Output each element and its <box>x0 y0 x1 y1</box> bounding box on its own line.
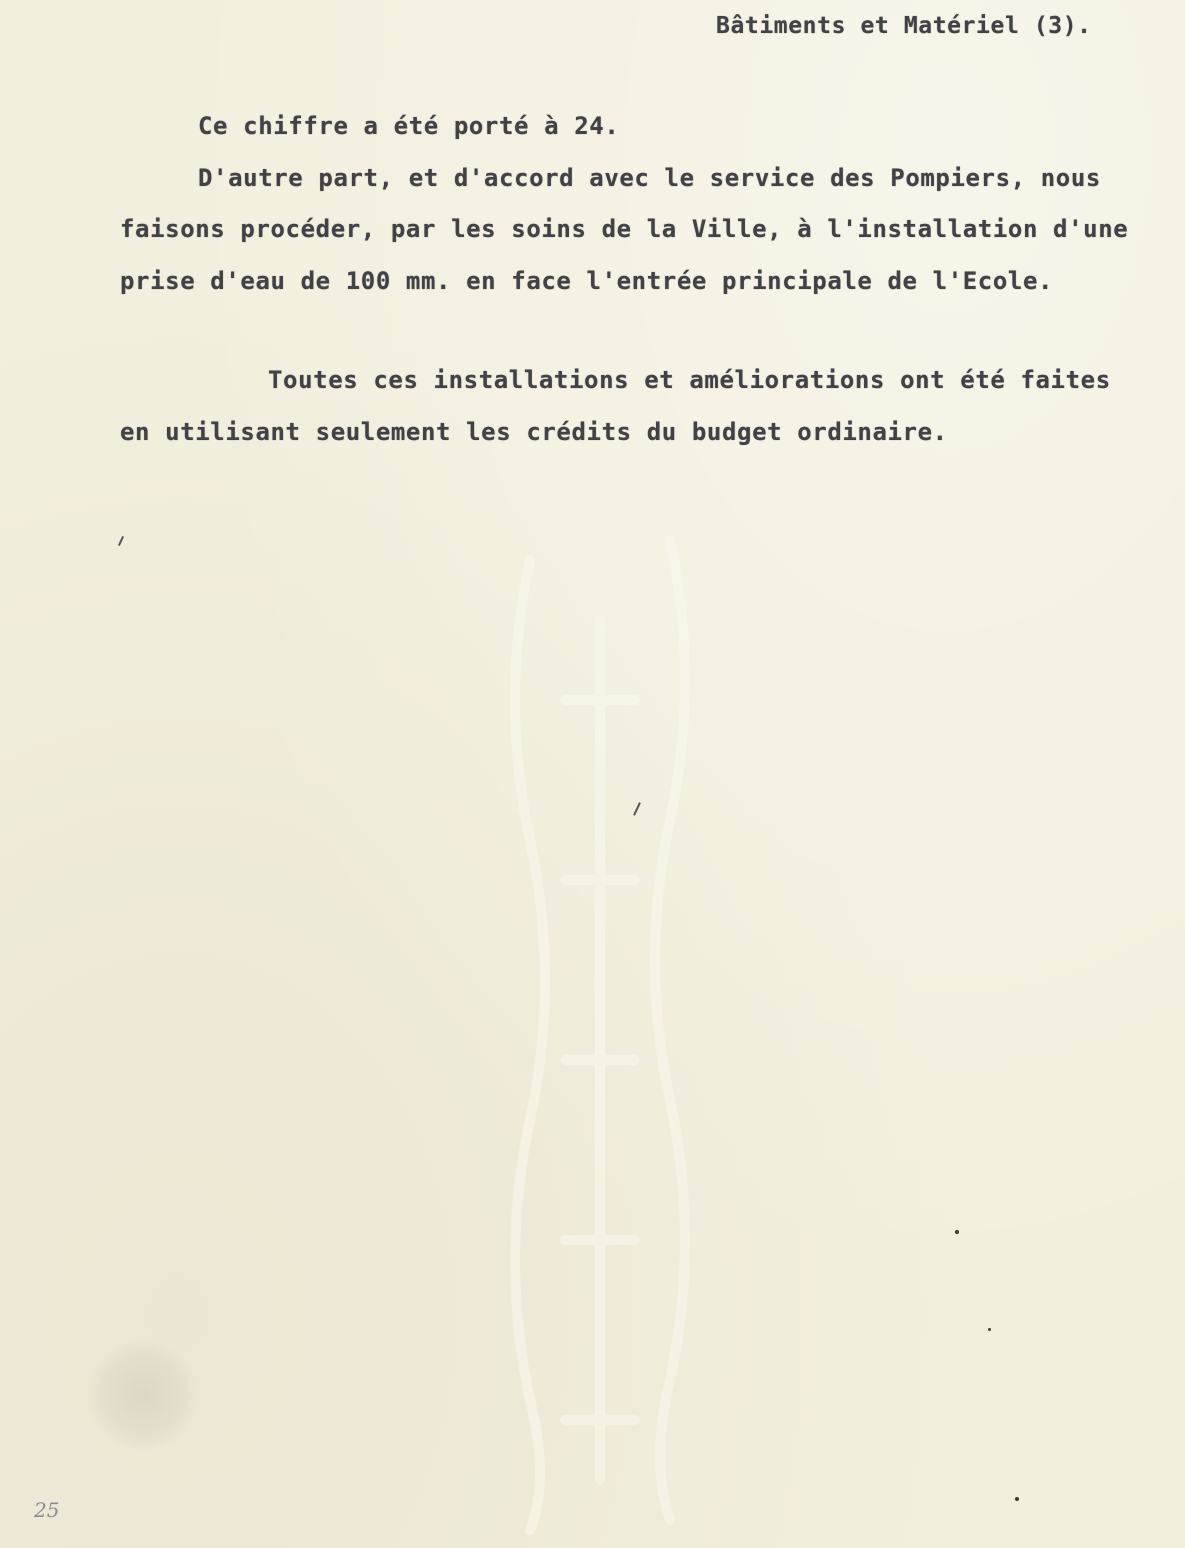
margin-note: 25 <box>34 1498 60 1522</box>
paragraph-line: en utilisant seulement les crédits du budget ordinaire. <box>120 418 948 446</box>
paragraph-line: Toutes ces installations et améliorations ont été faites <box>268 366 1111 394</box>
ink-speck <box>955 1230 959 1234</box>
paper-stain <box>88 1340 198 1450</box>
ink-speck <box>988 1328 991 1331</box>
page-header: Bâtiments et Matériel (3). <box>716 13 1092 39</box>
paragraph-line: D'autre part, et d'accord avec le service des Pompiers, nous <box>198 164 1101 192</box>
paragraph-line: prise d'eau de 100 mm. en face l'entrée principale de l'Ecole. <box>120 267 1054 295</box>
paragraph-line: Ce chiffre a été porté à 24. <box>198 112 620 140</box>
paragraph-line: faisons procéder, par les soins de la Ville, à l'installation d'une <box>120 215 1129 243</box>
pencil-mark <box>118 536 124 546</box>
watermark-emblem <box>470 500 750 1540</box>
ink-speck <box>1015 1497 1019 1501</box>
